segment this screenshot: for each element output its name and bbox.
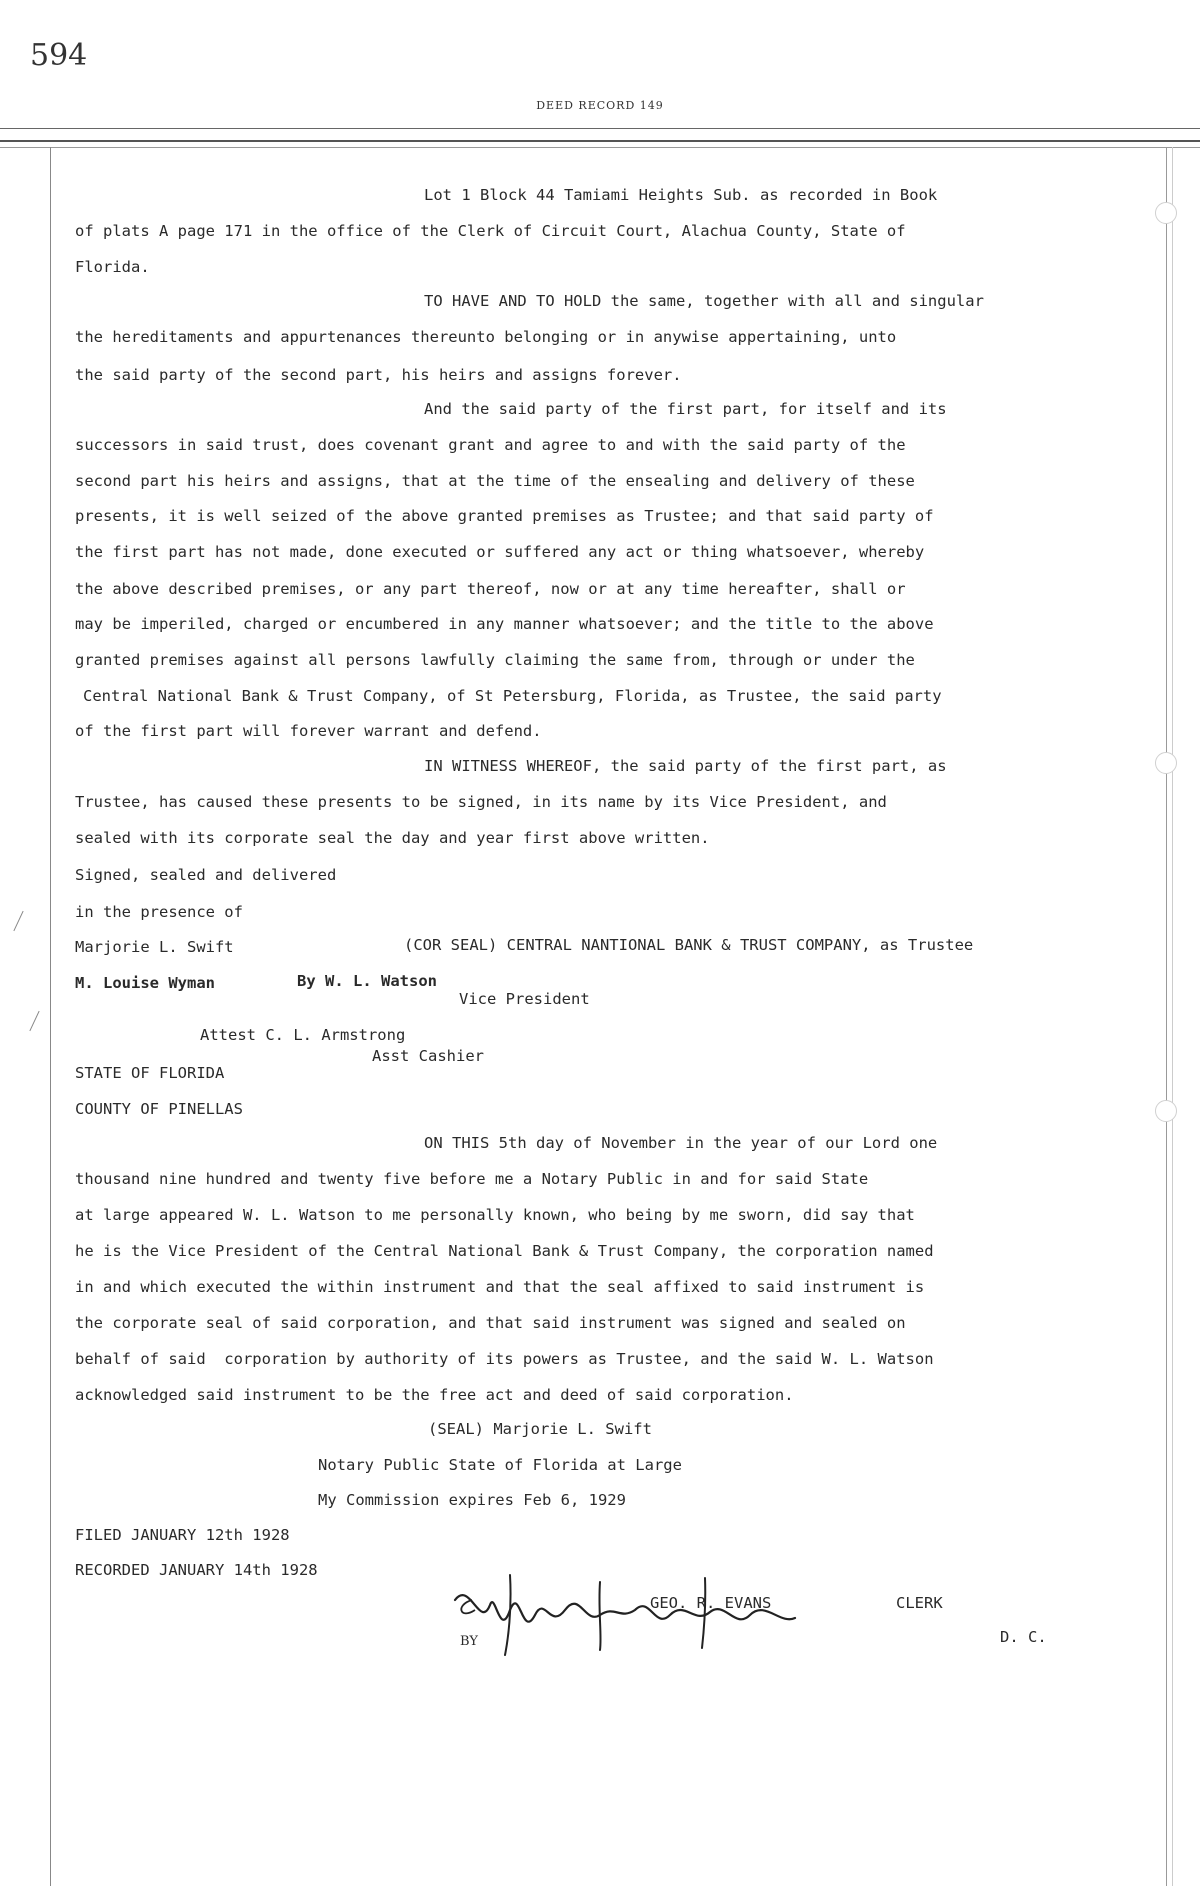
attest-line: Attest C. L. Armstrong bbox=[200, 1026, 406, 1044]
acknowledgment-line: acknowledged said instrument to be the free act and deed of said corporation. bbox=[75, 1386, 794, 1404]
right-margin-rule bbox=[1166, 147, 1167, 1886]
notary-title: Notary Public State of Florida at Large bbox=[318, 1456, 682, 1474]
venue-state: STATE OF FLORIDA bbox=[75, 1064, 225, 1082]
acknowledgment-line: at large appeared W. L. Watson to me personally known, who being by me sworn, did say that bbox=[75, 1206, 915, 1224]
signer-title: Vice President bbox=[459, 990, 590, 1008]
acknowledgment-line: behalf of said corporation by authority of its powers as Trustee, and the said W. L. Watson bbox=[75, 1350, 934, 1368]
covenant-line: may be imperiled, charged or encumbered in any manner whatsoever; and the title to the above bbox=[75, 615, 934, 633]
attest-title: Asst Cashier bbox=[372, 1047, 484, 1065]
header-rule bbox=[0, 140, 1200, 142]
deputy-clerk-signature bbox=[450, 1570, 830, 1660]
deputy-label: D. C. bbox=[1000, 1628, 1047, 1646]
covenant-line: second part his heirs and assigns, that at the time of the ensealing and delivery of these bbox=[75, 472, 915, 490]
book-header: DEED RECORD 149 bbox=[536, 99, 664, 112]
acknowledgment-line: in and which executed the within instrument and that the seal affixed to said instrument is bbox=[75, 1278, 925, 1296]
testimonium-line: sealed with its corporate seal the day and year first above written. bbox=[75, 829, 710, 847]
margin-mark bbox=[13, 911, 23, 931]
grantor-line: (COR SEAL) CENTRAL NANTIONAL BANK & TRUST COMPANY, as Trustee bbox=[404, 936, 974, 954]
by-label: BY bbox=[460, 1634, 478, 1649]
acknowledgment-line: the corporate seal of said corporation, and that said instrument was signed and sealed on bbox=[75, 1314, 906, 1332]
recorded-date: RECORDED JANUARY 14th 1928 bbox=[75, 1561, 318, 1579]
habendum-line: TO HAVE AND TO HOLD the same, together with all and singular bbox=[424, 292, 984, 310]
left-margin-rule bbox=[50, 147, 51, 1886]
right-margin-rule bbox=[1172, 147, 1173, 1886]
covenant-line: presents, it is well seized of the above granted premises as Trustee; and that said party of bbox=[75, 507, 934, 525]
binder-hole bbox=[1155, 752, 1177, 774]
clerk-label: CLERK bbox=[896, 1594, 943, 1612]
acknowledgment-line: ON THIS 5th day of November in the year of our Lord one bbox=[424, 1134, 938, 1152]
covenant-line: Central National Bank & Trust Company, of St Petersburg, Florida, as Trustee, the said party bbox=[83, 687, 942, 705]
covenant-line: And the said party of the first part, for itself and its bbox=[424, 400, 947, 418]
covenant-line: granted premises against all persons lawfully claiming the same from, through or under the bbox=[75, 651, 915, 669]
binder-hole bbox=[1155, 202, 1177, 224]
binder-hole bbox=[1155, 1100, 1177, 1122]
witness-name: M. Louise Wyman bbox=[75, 974, 215, 992]
clerk-name: GEO. R. EVANS bbox=[650, 1594, 772, 1612]
witness-name: Marjorie L. Swift bbox=[75, 938, 234, 956]
legal-description-line: of plats A page 171 in the office of the Clerk of Circuit Court, Alachua County, State of bbox=[75, 222, 906, 240]
header-rule bbox=[0, 147, 1200, 148]
signer-name: By W. L. Watson bbox=[297, 972, 437, 990]
testimonium-line: IN WITNESS WHEREOF, the said party of the first part, as bbox=[424, 757, 947, 775]
covenant-line: successors in said trust, does covenant grant and agree to and with the said party of the bbox=[75, 436, 906, 454]
venue-county: COUNTY OF PINELLAS bbox=[75, 1100, 243, 1118]
filed-date: FILED JANUARY 12th 1928 bbox=[75, 1526, 290, 1544]
acknowledgment-line: thousand nine hundred and twenty five before me a Notary Public in and for said State bbox=[75, 1170, 869, 1188]
execution-line: Signed, sealed and delivered bbox=[75, 866, 337, 884]
header-rule bbox=[0, 128, 1200, 129]
margin-mark bbox=[29, 1011, 39, 1031]
legal-description-line: Lot 1 Block 44 Tamiami Heights Sub. as recorded in Book bbox=[424, 186, 938, 204]
notary-commission: My Commission expires Feb 6, 1929 bbox=[318, 1491, 626, 1509]
acknowledgment-line: he is the Vice President of the Central National Bank & Trust Company, the corporation named bbox=[75, 1242, 934, 1260]
execution-line: in the presence of bbox=[75, 903, 243, 921]
testimonium-line: Trustee, has caused these presents to be signed, in its name by its Vice President, and bbox=[75, 793, 887, 811]
habendum-line: the said party of the second part, his heirs and assigns forever. bbox=[75, 366, 682, 384]
notary-signature: (SEAL) Marjorie L. Swift bbox=[428, 1420, 652, 1438]
covenant-line: the first part has not made, done executed or suffered any act or thing whatsoever, whereby bbox=[75, 543, 925, 561]
habendum-line: the hereditaments and appurtenances thereunto belonging or in anywise appertaining, unto bbox=[75, 328, 897, 346]
legal-description-line: Florida. bbox=[75, 258, 150, 276]
covenant-line: the above described premises, or any part thereof, now or at any time hereafter, shall or bbox=[75, 580, 906, 598]
page-number: 594 bbox=[30, 38, 88, 73]
covenant-line: of the first part will forever warrant and defend. bbox=[75, 722, 542, 740]
